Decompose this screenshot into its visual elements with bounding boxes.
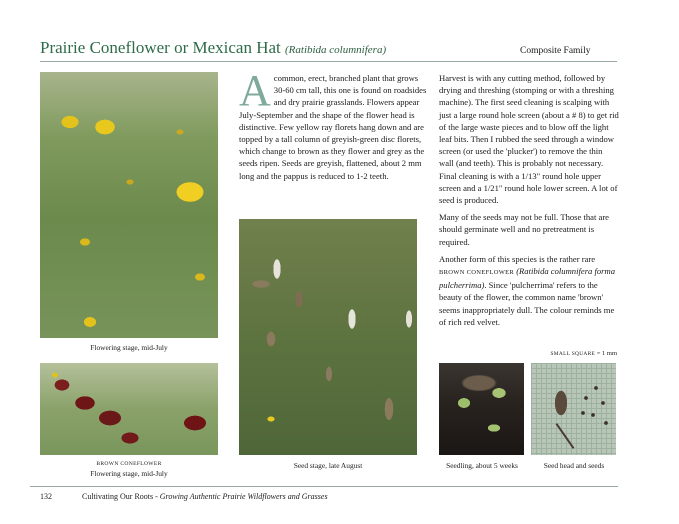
- harvest-column: [439, 72, 619, 333]
- photo-seedling: [439, 363, 524, 455]
- page-number: 132: [40, 492, 52, 501]
- book-title: Cultivating Our Roots -: [82, 492, 160, 501]
- caption-photo-2: Flowering stage, mid-July: [90, 469, 168, 478]
- photo-brown-coneflowers: [40, 363, 218, 455]
- germination-paragraph: Many of the seeds may not be full. Those that are should germinate well and no pretreatment is required.: [439, 212, 609, 247]
- description-column: [239, 66, 429, 187]
- brown-coneflower-paragraph: Another form of this species is the rather rare BROWN CONEFLOWER (Ratibida columnifera forma pulcherrima). Since 'pulcherrima' refers to the beauty of the flower, the common name 'brown' seems inappropriately dull. The colour reminds me of rich red velvet.: [439, 253, 616, 327]
- description-text: common, erect, branched plant that grows 30-60 cm tall, this one is found on roadsides and dry prairie grasslands. Flowers appear July-September and the shape of the flower head is distinctive. Few yellow ray florets hang down and are topped by a tall column of greyish-green disc florets, which change to brown as they flower and grey as the seeds ripen. Seeds are greyish, flattened, about 2 mm long and the pappus is reduced to 1-2 teeth.: [239, 73, 427, 181]
- photo-seed-head: [531, 363, 616, 455]
- caption-photo-1: Flowering stage, mid-July: [90, 343, 168, 352]
- page-footer: [40, 492, 328, 501]
- latin-name: (Ratibida columnifera): [285, 44, 387, 56]
- caption-photo-4: Seedling, about 5 weeks: [446, 461, 518, 470]
- caption-photo-3: Seed stage, late August: [293, 461, 363, 470]
- drop-cap: A: [239, 66, 271, 115]
- seed-head-stem: [556, 423, 575, 449]
- family-label: Composite Family: [520, 46, 591, 56]
- scale-note: SMALL SQUARE = 1 mm: [550, 350, 617, 357]
- header-divider: [40, 61, 617, 62]
- common-name: Prairie Coneflower or Mexican Hat: [40, 38, 281, 57]
- harvest-paragraph: Harvest is with any cutting method, followed by drying and threshing (stomping or with a threshing machine). The first seed cleaning is scalping with just a large round hole screen (about a # 8) to get rid of the large waste pieces and to blow off the light leaf bits. Then I rubbed the seed through a window screen (or used the 'plucker') to remove the thin wall (and teeth). This is probably not necessary. Final cleaning is with a 1/13" round hole upper screen and a 1/21" round hole lower screen. A lot of seed is produced.: [439, 73, 619, 206]
- page-title: [40, 38, 386, 58]
- book-subtitle: Growing Authentic Prairie Wildflowers and Grasses: [159, 492, 328, 501]
- footer-divider: [30, 486, 618, 487]
- caption-photo-2-label: BROWN CONEFLOWER: [96, 461, 162, 467]
- caption-photo-5: Seed head and seeds: [543, 461, 605, 470]
- photo-seed-stage: [239, 219, 417, 455]
- photo-yellow-coneflowers: [40, 72, 218, 338]
